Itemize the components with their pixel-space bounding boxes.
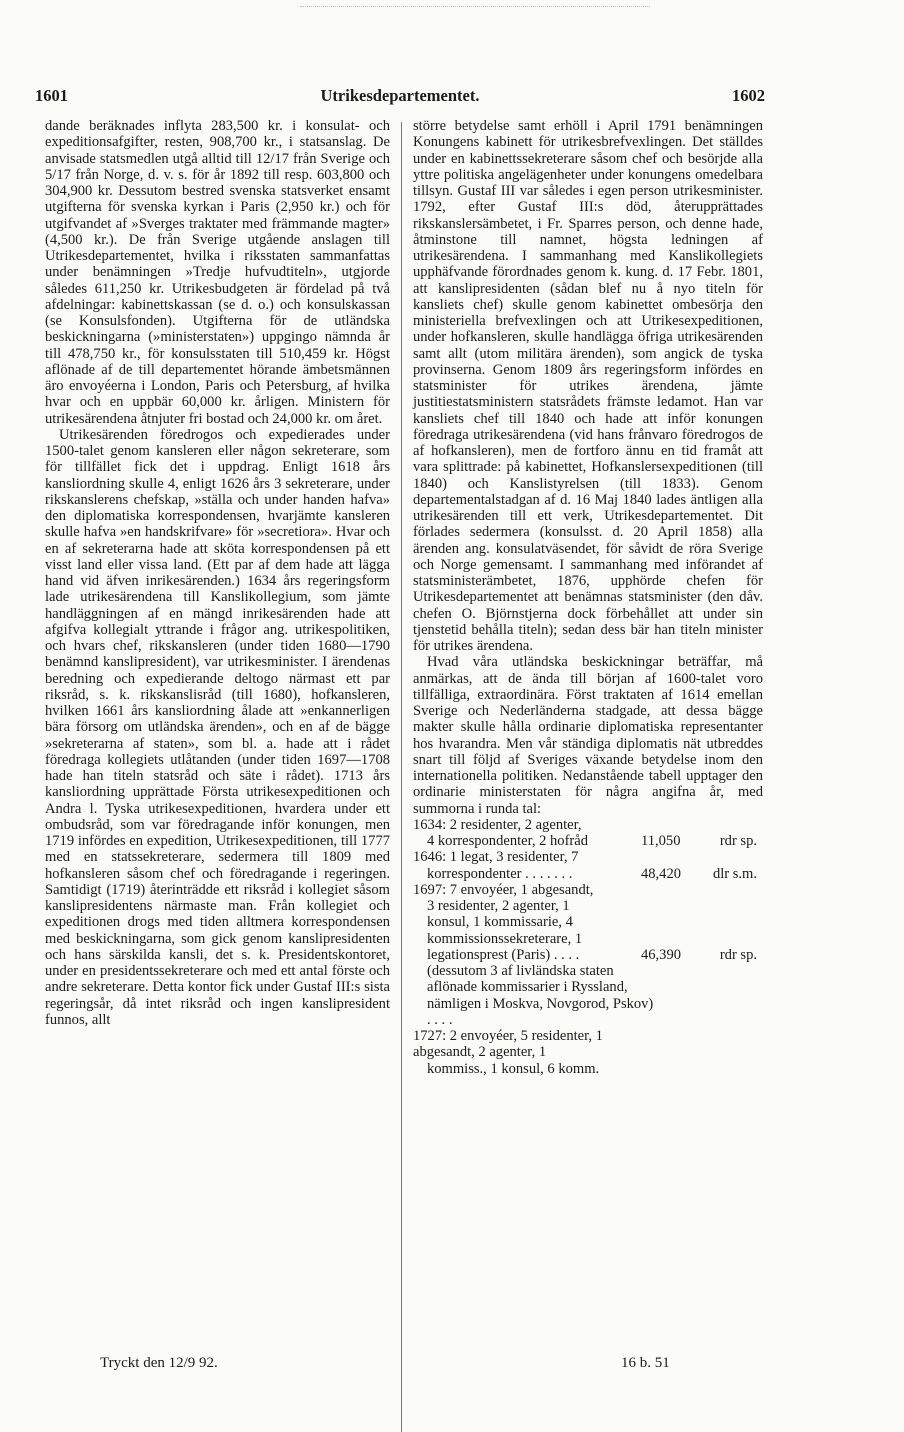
- scan-speckle: [300, 6, 650, 8]
- paragraph: Utrikesärenden föredrogos och expedierades under 1500-talet genom kansleren eller någon sekreterare, som för tillfället fick det i uppdrag. Enligt 1618 års kansliordning skulle 4, enligt 1626 års 3 sekreterare, under rikskanslerens chefskap, »ställa och under handen hafva» den diplomatiska korrespondensen, hvarjämte kansleren skulle hafva »en handskrifvare» för »secretiora». Hvar och en af sekreterarna hade att sköta korrespondensen på ett visst land eller vissa land. (Ett par af dem hade att lägga hand vid äfven inrikesärenden.) 1634 års regeringsform lade utrikesärendena till Kanslikollegium, som jämte handläggningen af en mängd inrikesärenden hade att afgifva kollegialt yttrande i frågor ang. utrikespolitiken, och hvars chef, rikskansleren (under tiden 1680—1790 benämnd kanslipresident), var utrikesminister. I ärendenas beredning och expedierande deltogo närmast ett par riksråd, s. k. rikskanslisråd (till 1680), hofkansleren, hvilken 1661 års kansliordning ålade att »enkannerligen bära försorg om utländska ärenden», och en af de bägge »sekreterarna af staten», som bl. a. hade att i rådet föredraga kollegiets utlåtanden (under tiden 1697—1708 hade han titeln statsråd och säte i rådet). 1713 års kansliordning upprättade Första utrikesexpeditionen och Andra l. Tyska utrikesexpeditionen, hvardera under ett ombudsråd, som var föredragande inför konungen, men 1719 infördes en expedition, Utrikesexpeditionen, till 1777 med en statssekreterare, sedermera till 1809 med hofkansleren såsom chef och föredragande i regeringen. Samtidigt (1719) återinträdde ett riksråd i kollegiet såsom kanslipresidentens närmaste man. Från kollegiet och expeditionen drogs med tiden alltmera korrespondensen med beskickningarna, som gick genom kanslipresidenten och hans särskilda kansli, det s. k. Presidentskontoret, under en presidentssekreterare och med ett antal förste och andre sekreterare. Detta kontor fick under Gustaf III:s sista regeringsår, då intet riksråd och ingen kanslipresident funnos, allt: [45, 426, 390, 1028]
- running-title: Utrikesdepartementet.: [320, 86, 480, 105]
- column-divider: [401, 122, 402, 1432]
- table-amount: 46,390: [641, 946, 682, 963]
- table-row: kommiss., 1 konsul, 6 komm.: [427, 1060, 600, 1077]
- table-row: 1634: 2 residenter, 2 agenter,: [413, 816, 582, 833]
- signature-mark: 16 b. 51: [621, 1355, 670, 1371]
- print-date: Tryckt den 12/9 92.: [100, 1355, 218, 1371]
- left-column: [45, 118, 390, 1028]
- paragraph: Hvad våra utländska beskickningar beträffar, må anmärkas, att de ända till början af 1600-talet voro tillfälliga, extraordinära. Först traktaten af 1614 emellan Sverige och Nederländerna stadgade, att dessa bägge makter skulle hålla ordinarie diplomatiska representanter hos hvarandra. Men vår ständiga diplomatis nät utbreddes snart till följd af Sveriges växande betydelse inom den internationella politiken. Nedanstående tabell upptager den ordinarie ministerstaten för några angifna år, med summorna i runda tal:: [413, 654, 763, 817]
- table-row: korrespondenter . . . . . . . 48,420 dlr s.m.: [427, 865, 757, 882]
- column-number-left: 1601: [35, 86, 68, 105]
- paragraph: större betydelse samt erhöll i April 1791 benämningen Konungens kabinett för utrikesbrefvexlingen. Det ställdes under en kabinettssekreterare såsom chef och besörjde alla yttre politiska angelägenheter under konungens omedelbara tillsyn. Gustaf III var således i egen person utrikesminister. 1792, efter Gustaf III:s död, återupprättades rikskanslersämbetet, i Fr. Sparres person, och denne hade, åtminstone till namnet, högsta ledningen af utrikesärendena. I sammanhang med Kanslikollegiets upphäfvande förordnades genom k. kung. d. 17 Febr. 1801, att kanslipresidenten (sådan blef nu å nyo titeln för kansliets chef) skulle genom kabinettet ombesörja den ministeriella brefvexlingen och att Utrikesexpeditionen, under hofkansleren, skulle handlägga öfriga utrikesärenden samt allt (utom militära ärenden), som angick de tyska provinserna. Genom 1809 års regeringsform infördes en statsminister för utrikes ärendena, jämte justitiestatsministern statsrådets främste ledamot. Han var kansliets chef till 1840 och hade att inför konungen föredraga utrikesärendena (vid hans frånvaro föredrogos de af hofkansleren), men de fortforo ännu en tid framåt att vara splittrade: på kabinettet, Hofkanslersexpeditionen (till 1840) och Kanslistyrelsen (till 1833). Genom departementalstadgan af d. 16 Maj 1840 lades äntligen alla utrikesärenden till ett verk, Utrikesdepartementet. Dit förlades sedermera (konsulsst. d. 20 April 1858) alla ärenden ang. konsulatväsendet, för såvidt de röra Sverige och Norge gemensamt. I sammanhang med införandet af statsministerämbetet, 1876, upphörde chefen för Utrikesdepartementet att benämnas statsminister (den dåv. chefen O. Björnstjerna dock förbehållet att under sin tjenstetid behålla titeln); sedan dess bär han titeln minister för utrikes ärendena.: [413, 118, 763, 654]
- table-row: (dessutom 3 af livländska staten aflönade kommissarier i Ryssland, nämligen i Moskva, Novgorod, Pskov) . . . .: [427, 963, 654, 1028]
- table-unit: dlr s.m.: [712, 865, 757, 882]
- table-unit: rdr sp.: [719, 946, 757, 963]
- page-header: [35, 86, 765, 112]
- table-row: 4 korrespondenter, 2 hofråd 11,050 rdr sp.: [427, 833, 757, 849]
- table-amount: 11,050: [641, 833, 681, 849]
- table-row: legationsprest (Paris) . . . . 46,390 rdr sp.: [427, 946, 757, 963]
- table-row: 1646: 1 legat, 3 residenter, 7: [413, 849, 579, 866]
- right-column: [413, 118, 763, 1077]
- table-row: konsul, 1 kommissarie, 4: [427, 914, 573, 931]
- table-row: kommissionssekreterare, 1: [427, 930, 583, 947]
- column-number-right: 1602: [732, 86, 765, 105]
- table-row: 3 residenter, 2 agenter, 1: [427, 898, 570, 914]
- ministerstat-table: [413, 817, 763, 1077]
- table-amount: 48,420: [641, 865, 682, 882]
- table-row: 1727: 2 envoyéer, 5 residenter, 1 abgesandt, 2 agenter, 1: [413, 1028, 603, 1061]
- table-row: 1697: 7 envoyéer, 1 abgesandt,: [413, 881, 594, 898]
- paragraph: dande beräknades inflyta 283,500 kr. i konsulat- och expeditionsafgifter, resten, 908,700 kr., i statsanslag. De anvisade statsmedlen utgå alltid till 12/17 från Sverige och 5/17 från Norge, d. v. s. för år 1892 till resp. 603,800 och 304,900 kr. Dessutom bestred svenska statsverket ensamt utgifterna för svenska kyrkan i Paris (2,950 kr.) och för utgifvandet af »Sverges traktater med främmande magter» (4,500 kr.). De från Sverige utgående anslagen till Utrikesdepartementet, hvilka i riksstaten sammanfattas under benämningen »Tredje hufvudtiteln», utgjorde således 611,250 kr. Utrikesbudgeten är fördelad på två afdelningar: kabinettskassan (se d. o.) och konsulskassan (se Konsulsfonden). Utgifterna för de utländska beskickningarna (»ministerstaten») uppgingo nämnda år till 478,750 kr., för konsulsstaten till 510,459 kr. Högst aflönade af de till departementet hörande ämbetsmännen äro envoyéerna i London, Paris och Petersburg, af hvilka hvar och en uppbär 60,000 kr. årligen. Ministern för utrikesärendena åtnjuter fri bostad och 24,000 kr. om året.: [45, 118, 390, 427]
- table-unit: rdr sp.: [719, 833, 757, 849]
